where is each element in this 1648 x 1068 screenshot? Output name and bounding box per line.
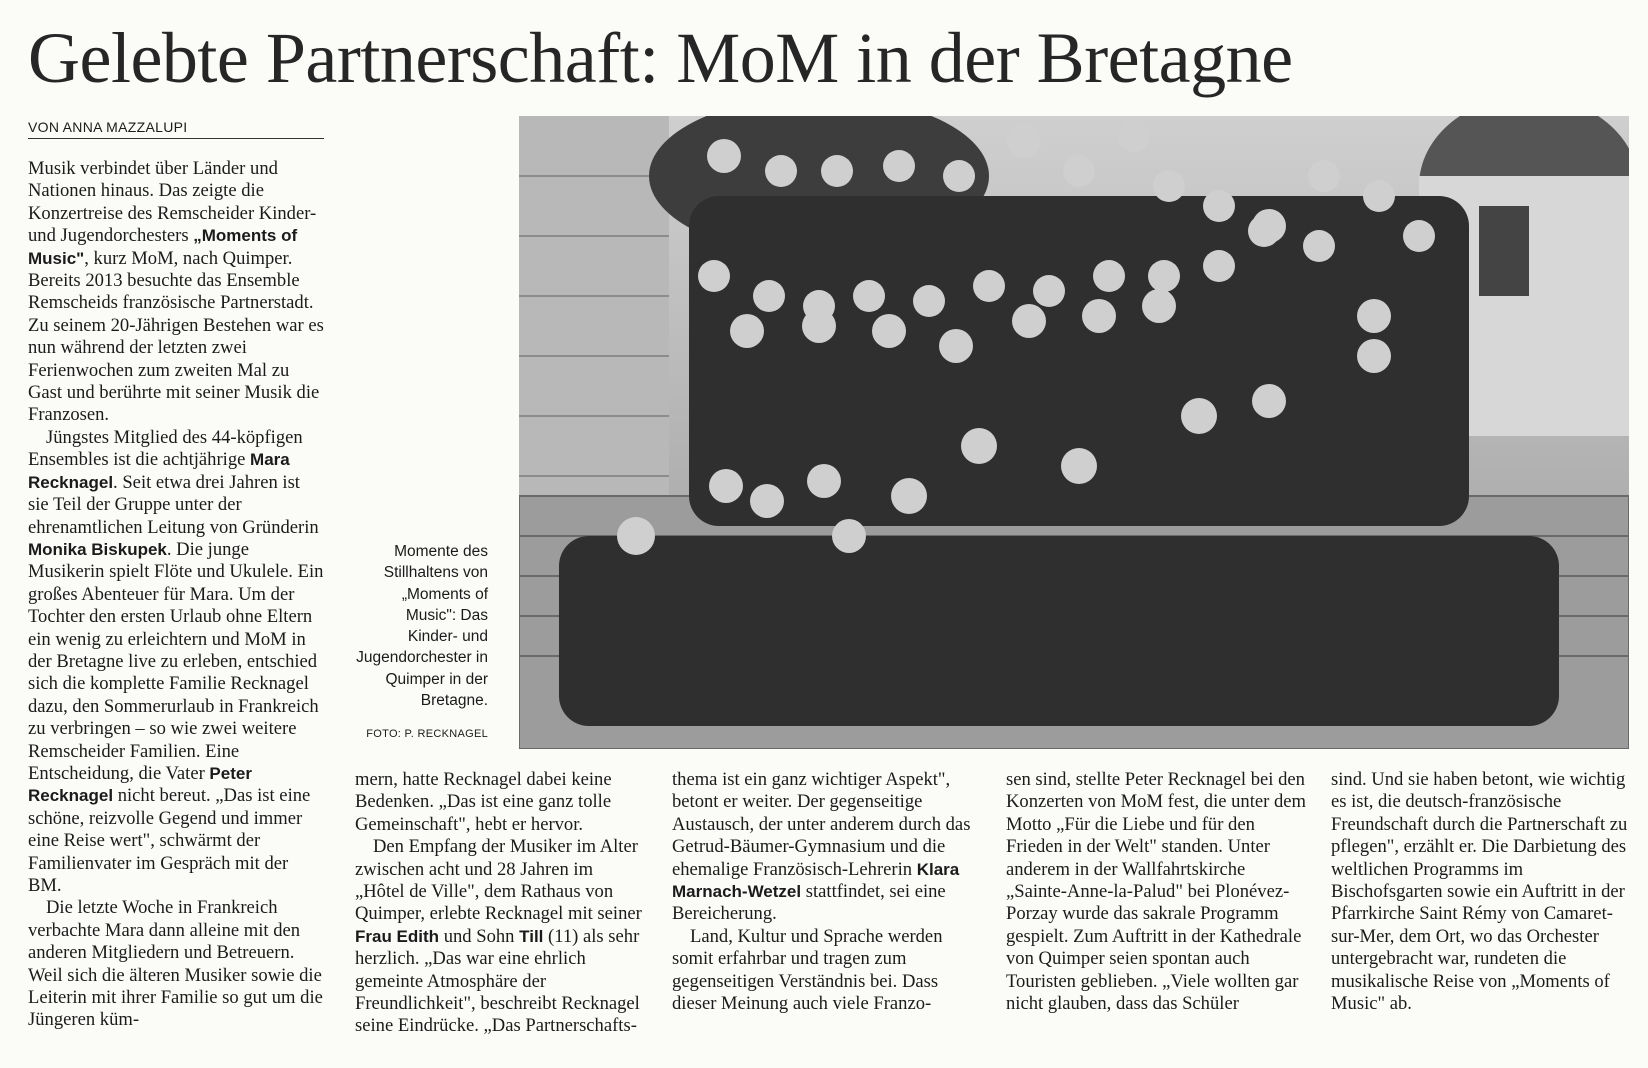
- paragraph: Musik verbindet über Länder und Nationen hinaus. Das zeigte die Konzertreise des Remscheider Kinder- und Jugendorchesters „Moments of Music", kurz MoM, nach Quimper. Bereits 2013 besuchte das Ensemble Remscheids französische Partnerstadt. Zu seinem 20-Jährigen Bestehen war es nun während der letzten zwei Ferienwochen zum zweiten Mal zu Gast und berührte mit seiner Musik die Franzosen.: [28, 158, 324, 426]
- photo-credit: FOTO: P. RECKNAGEL: [366, 728, 488, 740]
- paragraph: sen sind, stellte Peter Recknagel bei den Konzerten von MoM fest, die unter dem Motto „Für die Liebe und für den Frieden in der Welt" standen. Unter anderem in der Wallfahrtskirche „Sainte-Anne-la-Palud" bei Plonévez-Porzay wurde das sakrale Programm gespielt. Zum Auftritt in der Kathedrale von Quimper seien spontan auch Touristen geblieben. „Viele wollten gar nicht glauben, dass das Schüler: [1006, 769, 1307, 1015]
- paragraph: mern, hatte Recknagel dabei keine Bedenken. „Das ist eine ganz tolle Gemeinschaft", hebt er hervor.: [355, 769, 612, 835]
- article-column-1: [28, 158, 324, 1032]
- article-column-4: [1006, 769, 1306, 1015]
- paragraph: Den Empfang der Musiker im Alter zwischen acht und 28 Jahren im „Hôtel de Ville", dem Rathaus von Quimper, erlebte Recknagel mit seiner Frau Edith und Sohn Till (11) als sehr herzlich. „Das war eine ehrlich gemeinte Atmosphäre der Freundlichkeit", beschreibt Recknagel seine Eindrücke. „Das Partnerschafts-: [355, 836, 642, 1037]
- paragraph: Jüngstes Mitglied des 44-köpfigen Ensembles ist die achtjährige Mara Recknagel. Seit etwa drei Jahren ist sie Teil der Gruppe unter der ehrenamtlichen Leitung von Gründerin Monika Biskupek. Die junge Musikerin spielt Flöte und Ukulele. Ein großes Abenteuer für Mara. Um der Tochter den ersten Urlaub ohne Eltern ein wenig zu erleichtern und MoM in der Bretagne live zu erleben, entschied sich die komplette Familie Recknagel dazu, den Sommerurlaub in Frankreich zu verbringen – so wie zwei weitere Remscheider Familien. Eine Entscheidung, die Vater Peter Recknagel nicht bereut. „Das ist eine schöne, reizvolle Gegend und immer eine Reise wert", schwärmt der Familienvater im Gespräch mit der BM.: [28, 426, 324, 896]
- paragraph: thema ist ein ganz wichtiger Aspekt", betont er weiter. Der gegenseitige Austausch, der unter anderem durch das Getrud-Bäumer-Gymnasium und die ehemalige Französisch-Lehrerin Klara Marnach-Wetzel stattfindet, sei eine Bereicherung.: [672, 769, 971, 925]
- headline: Gelebte Partnerschaft: MoM in der Bretagne: [28, 18, 1293, 98]
- byline: VON ANNA MAZZALUPI: [28, 119, 324, 139]
- photo-caption: Momente des Stillhaltens von „Moments of Music": Das Kinder- und Jugendorchester in Quimper in der Bretagne.: [356, 543, 488, 710]
- paragraph: Die letzte Woche in Frankreich verbachte Mara dann alleine mit den anderen Mitgliedern und Betreuern. Weil sich die älteren Musiker sowie die Leiterin mit ihrer Familie so gut um die Jüngeren küm-: [28, 897, 323, 1031]
- article-column-3: [672, 769, 972, 1015]
- article-column-5: [1331, 769, 1631, 1015]
- paragraph: sind. Und sie haben betont, wie wichtig es ist, die deutsch-französische Freundschaft durch die Partnerschaft zu pflegen", erzählt er. Die Darbietung des weltlichen Programms im Bischofsgarten sowie ein Auftritt in der Pfarrkirche Saint Rémy von Camaret-sur-Mer, dem Ort, wo das Orchester untergebracht war, rundeten die musikalische Reise von „Moments of Music" ab.: [1331, 769, 1628, 1015]
- paragraph: Land, Kultur und Sprache werden somit erfahrbar und tragen zum gegenseitigen Verständnis bei. Dass dieser Meinung auch viele Franzo-: [672, 925, 943, 1015]
- article-column-2: [355, 769, 645, 1038]
- group-photo: [519, 116, 1629, 749]
- group-photo-illustration: [519, 116, 1629, 749]
